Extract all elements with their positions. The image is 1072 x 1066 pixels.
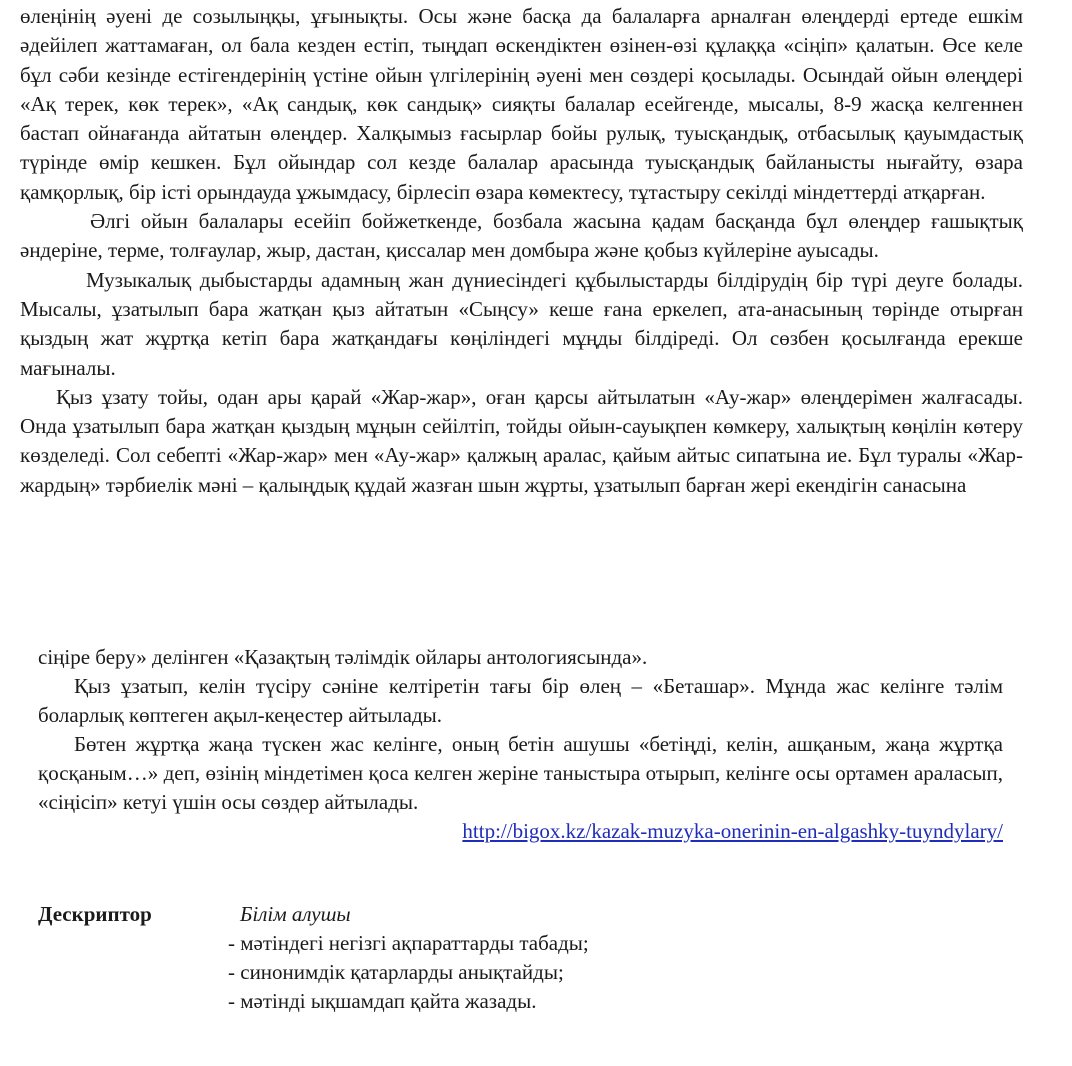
- descriptor-item: - синонимдік қатарларды анықтайды;: [228, 960, 564, 984]
- descriptor-role: Білім алушы: [240, 902, 351, 926]
- source-link-line: [38, 817, 1003, 846]
- paragraph-musical-sounds: Музыкалық дыбыстарды адамның жан дүниесіндегі құбылыстарды білдірудің бір түрі деуге болады. Мысалы, ұзатылып бара жатқан қыз айтатын «Сыңсу» кеше ғана еркелеп, ата-анасының төрінде отырған қыздың жат жұртқа кетіп бара жатқандағы көңіліндегі мұңды білдіреді. Ол сөзбен қосылғанда ерекше мағыналы.: [20, 267, 1023, 380]
- paragraph-wedding-songs: Қыз ұзату тойы, одан ары қарай «Жар-жар», оған қарсы айтылатын «Ау-жар» өлеңдерімен жалғасады. Онда ұзатылып бара жатқан қыздың мұңын сейілтіп, тойды ойын-сауықпен көмкеру, халықтың көңілін көтеру көзделеді. Сол себепті «Жар-жар» мен «Ау-жар» қалжың аралас, қайым айтыс сипатына ие. Бұл туралы «Жар-жардың» тәрбиелік мәні – қалыңдық құдай жазған шын жұрты, ұзатылып барған жері екендігін санасына: [20, 384, 1023, 497]
- paragraph-bride-introduction: Бөтен жұртқа жаңа түскен жас келінге, оның бетін ашушы «бетіңді, келін, ашқаным, жаңа жұртқа қосқаным…» деп, өзінің міндетімен қоса келген жеріне таныстыра отырып, келінге осы ортамен араласып, «сіңісіп» кетуі үшін осы сөздер айтылады.: [38, 732, 1003, 814]
- descriptor-item: - мәтінді ықшамдап қайта жазады.: [228, 989, 537, 1013]
- paragraph-youth-songs: Әлгі ойын балалары есейіп бойжеткенде, бозбала жасына қадам басқанда бұл өлеңдер ғашықтық әндеріне, терме, толғаулар, жыр, дастан, қиссалар мен домбыра және қобыз күйлеріне ауысады.: [20, 209, 1023, 263]
- paragraph-children-songs: өлеңінің әуені де созылыңқы, ұғынықты. Осы және басқа да балаларға арналған өлеңдерді ертеде ешкім әдейілеп жаттамаған, ол бала кезден естіп, тыңдап өскендіктен өзінен-өзі құлаққа «сіңіп» қалатын. Өсе келе бұл сәби кезінде естігендерінің үстіне ойын үлгілерінің әуені мен сөздері қосылады. Осындай ойын өлеңдері «Ақ терек, көк терек», «Ақ сандық, көк сандық» сияқты балалар есейгенде, мысалы, 8-9 жасқа келгеннен бастап ойнағанда айтатын өлеңдер. Халқымыз ғасырлар бойы рулық, туысқандық, отбасылық қауымдастық түрінде өмір кешкен. Бұл ойындар сол кезде балалар арасында туысқандық байланысты нығайту, өзара қамқорлық, бір істі орындауда ұжымдасу, бірлесіп өзара көмектесу, тұтастыру секілді міндеттерді атқарған.: [20, 4, 1023, 204]
- text-block-bottom: [38, 643, 1003, 846]
- descriptor-item: - мәтіндегі негізгі ақпараттарды табады;: [228, 931, 589, 955]
- paragraph-betashar: Қыз ұзатып, келін түсіру сәніне келтіретін тағы бір өлең – «Беташар». Мұнда жас келінге тәлім боларлық көптеген ақыл-кеңестер айтылады.: [38, 674, 1003, 727]
- paragraph-anthology-continuation: сіңіре беру» делінген «Қазақтың тәлімдік ойлары антологиясында».: [38, 645, 648, 669]
- descriptor-list: [228, 929, 589, 1016]
- text-block-top: [20, 2, 1023, 500]
- descriptor-label: Дескриптор: [38, 902, 152, 926]
- source-link[interactable]: http://bigox.kz/kazak-muzyka-onerinin-en-algashky-tuyndylary/: [462, 819, 1003, 843]
